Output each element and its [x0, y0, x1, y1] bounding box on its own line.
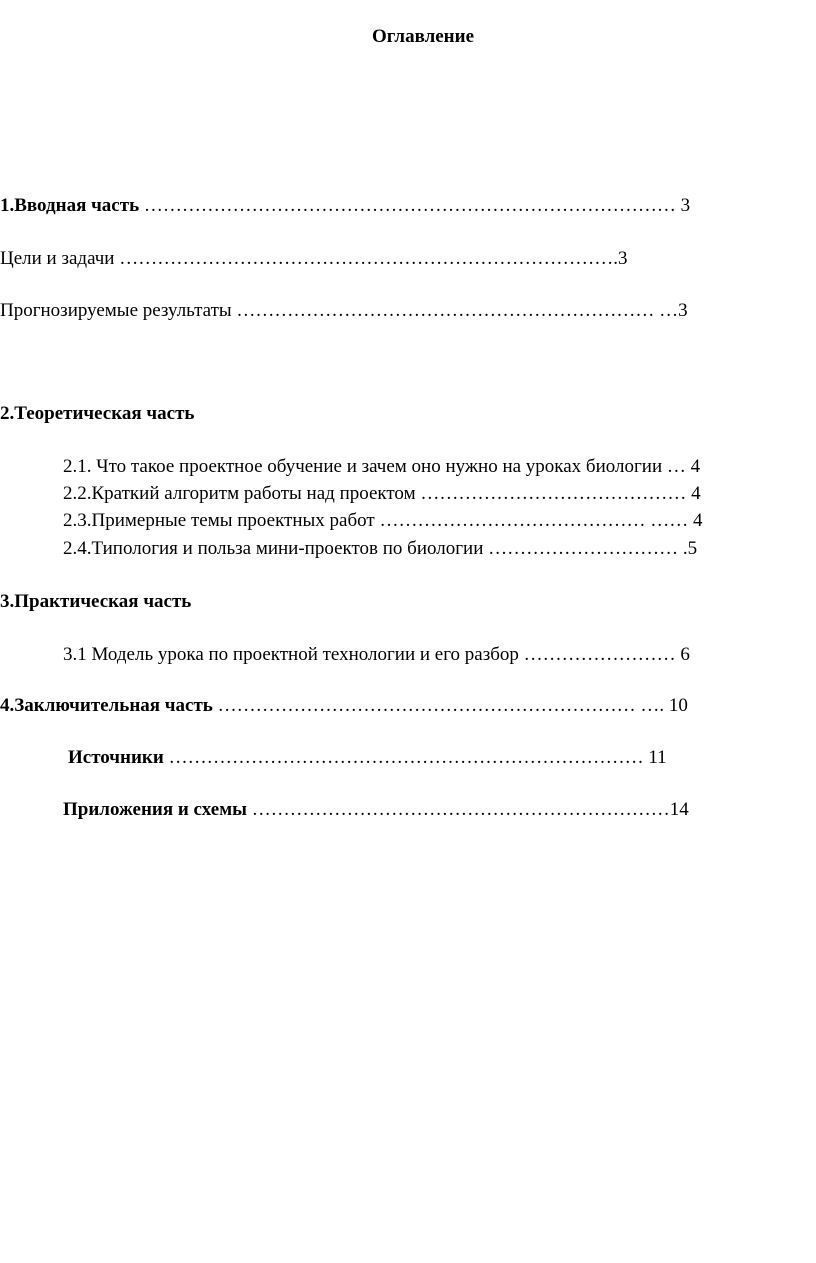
toc-entry-leader: ………………………………………………………… …3	[231, 300, 688, 321]
toc-entry-2-2[interactable]	[63, 482, 701, 506]
page-title: Оглавление	[371, 26, 475, 47]
toc-entry-leader: …………………… 6	[518, 644, 690, 665]
toc-entry-results[interactable]	[0, 299, 688, 323]
toc-entry-label: Источники	[68, 747, 164, 768]
toc-entry-label: 2.3.Примерные темы проектных работ	[63, 510, 375, 531]
toc-entry-label: Цели и задачи	[0, 248, 115, 269]
toc-entry-label: 3.1 Модель урока по проектной технологии и его разбор	[63, 644, 519, 665]
toc-entry-leader: ………………………… .5	[483, 538, 698, 559]
toc-entry-label: 3.Практическая часть	[0, 591, 192, 612]
toc-entry-label: 4.Заключительная часть	[0, 695, 213, 716]
toc-entry-label: Прогнозируемые результаты	[0, 300, 232, 321]
toc-entry-appendices[interactable]	[63, 798, 689, 822]
toc-entry-label: 2.1. Что такое проектное обучение и зачем оно нужно на уроках биологии … 4	[63, 456, 701, 477]
toc-entry-label: Приложения и схемы	[63, 799, 247, 820]
toc-entry-leader: …………………………………………………………14	[246, 799, 689, 820]
toc-entry-label: 2.Теоретическая часть	[0, 403, 195, 424]
toc-entry-intro[interactable]	[0, 194, 690, 218]
toc-entry-label: 1.Вводная часть	[0, 195, 140, 216]
toc-entry-2-3[interactable]	[63, 509, 702, 533]
toc-entry-leader: …………………………………… …… 4	[374, 510, 703, 531]
toc-entry-leader: ………………………………………………………… …. 10	[212, 695, 688, 716]
toc-entry-3-1[interactable]	[63, 643, 690, 667]
toc-entry-leader: …………………………………… 4	[415, 483, 701, 504]
toc-entry-sources[interactable]	[68, 746, 667, 770]
toc-entry-label: 2.4.Типология и польза мини-проектов по биологии	[63, 538, 484, 559]
toc-section-theory[interactable]	[0, 402, 194, 426]
toc-entry-leader: …………………………………………………………………….3	[114, 248, 628, 269]
toc-entry-2-4[interactable]	[63, 537, 697, 561]
toc-entry-conclusion[interactable]	[0, 694, 688, 718]
toc-entry-goals[interactable]	[0, 247, 627, 271]
toc-entry-leader: ………………………………………………………………………… 3	[139, 195, 691, 216]
toc-entry-leader: ………………………………………………………………… 11	[163, 747, 667, 768]
toc-entry-label: 2.2.Краткий алгоритм работы над проектом	[63, 483, 416, 504]
toc-entry-2-1[interactable]	[63, 455, 700, 479]
toc-section-practice[interactable]	[0, 590, 191, 614]
